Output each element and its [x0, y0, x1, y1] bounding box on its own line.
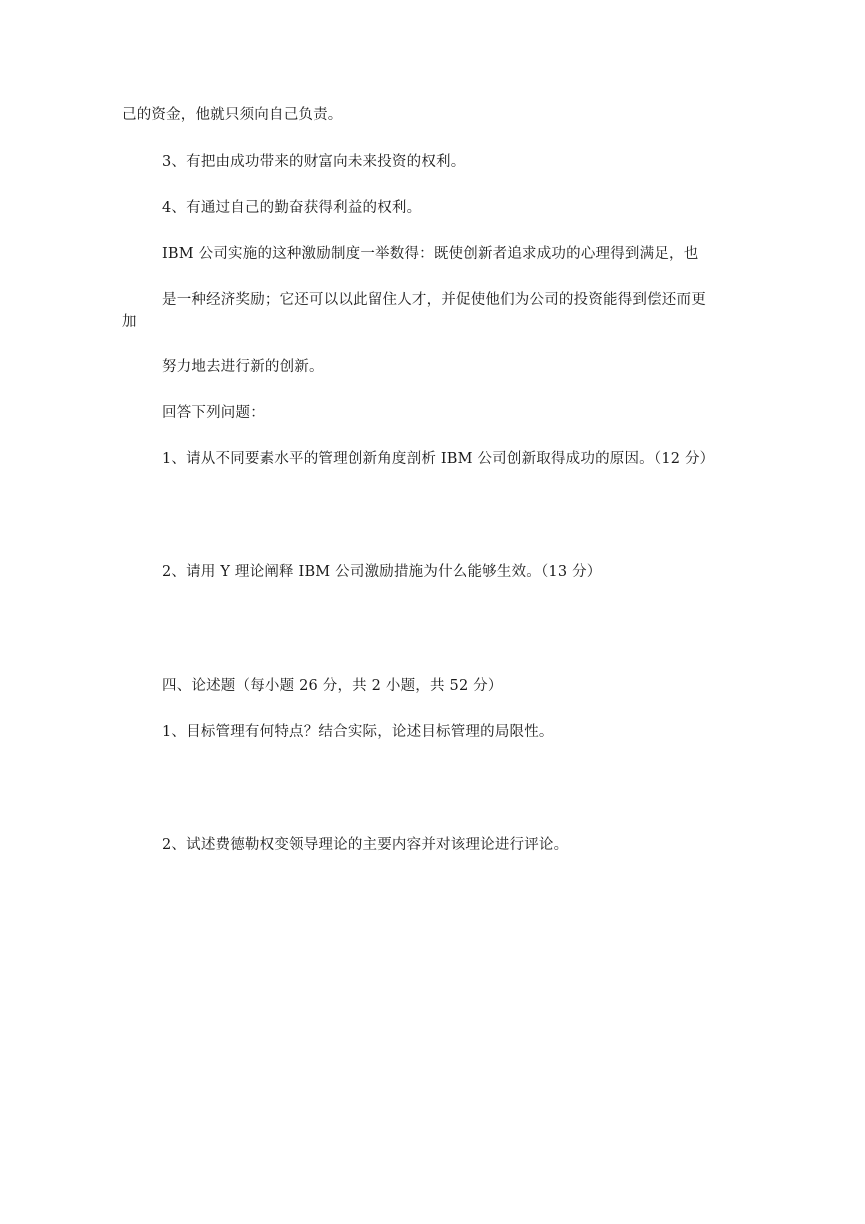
- questions-heading: 回答下列问题：: [162, 405, 265, 421]
- text-line-summary-wrap: 加: [122, 314, 137, 330]
- text-line-right-4: 4、有通过自己的勤奋获得利益的权利。: [162, 200, 422, 216]
- essay-question-2: 2、试述费德勒权变领导理论的主要内容并对该理论进行评论。: [162, 837, 569, 853]
- text-line-summary-2: 是一种经济奖励；它还可以以此留住人才，并促使他们为公司的投资能得到偿还而更: [162, 292, 706, 308]
- text-line-summary-1: IBM 公司实施的这种激励制度一举数得：既使创新者追求成功的心理得到满足，也: [162, 246, 699, 262]
- text-line-summary-3: 努力地去进行新的创新。: [162, 359, 324, 375]
- essay-question-1: 1、目标管理有何特点？结合实际，论述目标管理的局限性。: [162, 724, 554, 740]
- question-2: 2、请用 Y 理论阐释 IBM 公司激励措施为什么能够生效。（13 分）: [162, 564, 602, 580]
- text-line-continuation: 己的资金，他就只须向自己负责。: [122, 107, 343, 123]
- section-heading-essay: 四、论述题（每小题 26 分，共 2 小题，共 52 分）: [162, 678, 503, 694]
- text-line-right-3: 3、有把由成功带来的财富向未来投资的权利。: [162, 154, 466, 170]
- question-1: 1、请从不同要素水平的管理创新角度剖析 IBM 公司创新取得成功的原因。（12 分）: [162, 451, 715, 467]
